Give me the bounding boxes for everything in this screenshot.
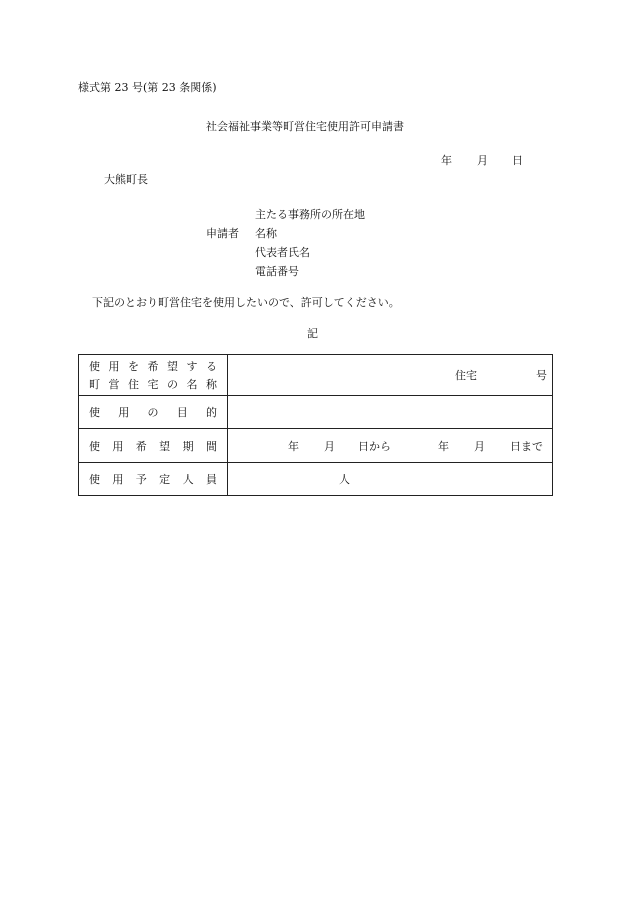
date-day: 日 (512, 154, 523, 167)
table-row (79, 396, 553, 429)
table-row (79, 463, 553, 496)
representative-label: 代表者氏名 (255, 246, 310, 259)
table-row (79, 355, 553, 396)
purpose-field[interactable] (228, 396, 553, 429)
to-day: 日まで (510, 439, 543, 453)
period-field[interactable] (228, 429, 553, 463)
from-month: 月 (324, 439, 335, 453)
housing-name-label-line1: 使 用 を 希 望 す る (89, 360, 217, 373)
applicant-heading: 申請者 (206, 227, 239, 240)
application-table (78, 354, 553, 496)
persons-field[interactable] (228, 463, 553, 496)
housing-name-field[interactable] (228, 355, 553, 396)
office-address-label: 主たる事務所の所在地 (255, 208, 365, 221)
housing-suffix: 住宅 (455, 369, 477, 382)
housing-name-label-line2: 町 営 住 宅 の 名 称 (89, 378, 217, 391)
request-text: 下記のとおり町営住宅を使用したいので、許可してください。 (92, 296, 400, 309)
date-month: 月 (477, 154, 488, 167)
date-year: 年 (441, 154, 452, 167)
period-label: 使 用 希 望 期 間 (79, 429, 228, 463)
table-row (79, 429, 553, 463)
persons-suffix: 人 (339, 473, 350, 486)
purpose-label: 使 用 の 目 的 (79, 396, 228, 429)
document-title: 社会福祉事業等町営住宅使用許可申請書 (206, 120, 404, 133)
number-suffix: 号 (536, 369, 547, 382)
from-day: 日から (358, 439, 391, 453)
addressee: 大熊町長 (104, 173, 148, 186)
form-number: 様式第 23 号(第 23 条関係) (78, 81, 217, 94)
name-label: 名称 (255, 227, 277, 240)
to-month: 月 (474, 439, 485, 453)
phone-label: 電話番号 (255, 265, 299, 278)
from-year: 年 (288, 439, 299, 453)
ki-mark: 記 (307, 327, 318, 340)
to-year: 年 (438, 439, 449, 453)
housing-name-label (79, 355, 228, 396)
persons-label: 使 用 予 定 人 員 (79, 463, 228, 496)
